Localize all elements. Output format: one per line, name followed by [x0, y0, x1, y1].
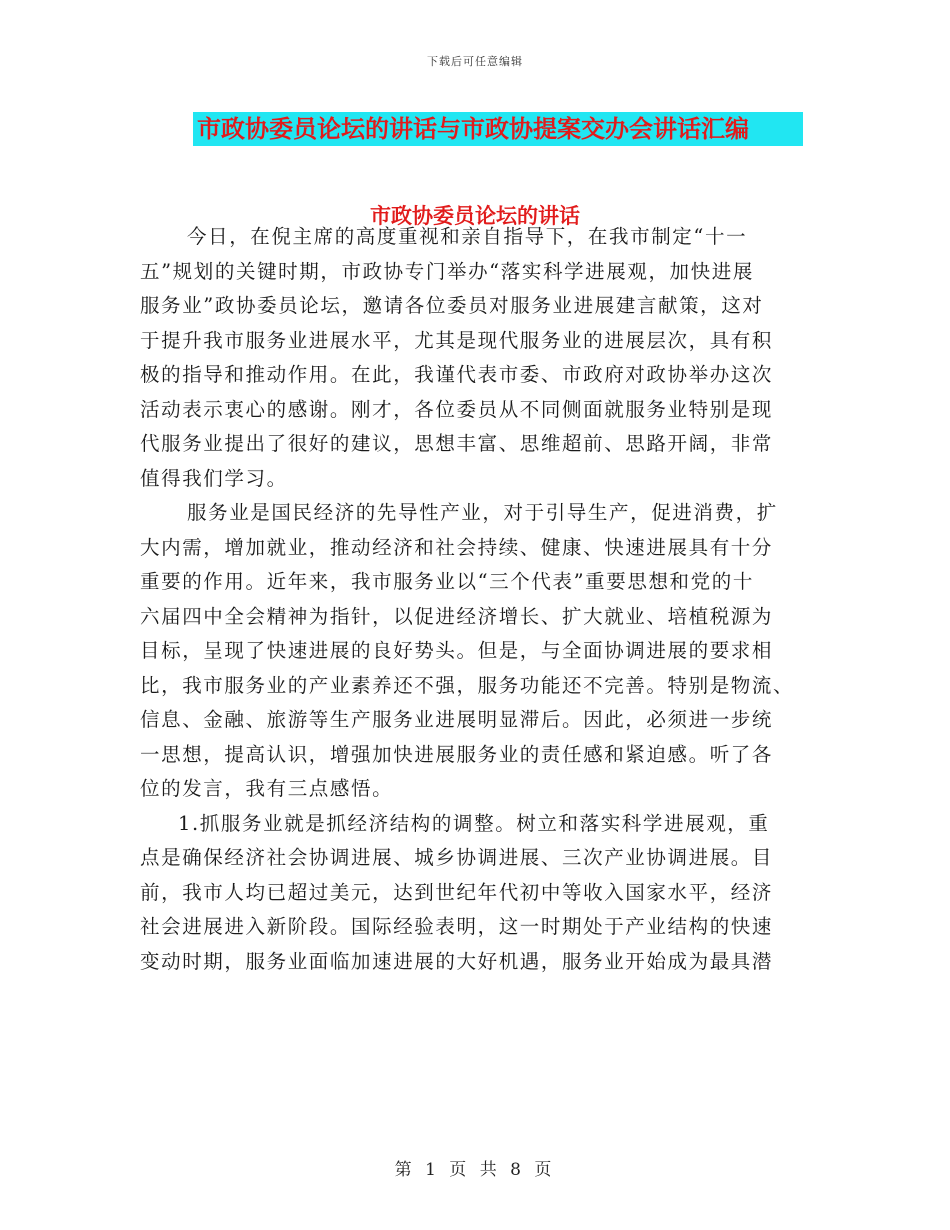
paragraph-line: 值得我们学习。	[140, 466, 288, 490]
paragraph-line: 服务业”政协委员论坛，邀请各位委员对服务业进展建言献策，这对	[140, 294, 764, 317]
paragraph-line: 极的指导和推动作用。在此，我谨代表市委、市政府对政协举办这次	[140, 363, 774, 386]
paragraph-line: 五”规划的关键时期，市政协专门举办“落实科学进展观，加快进展	[140, 259, 754, 283]
doc-title: 市政协委员论坛的讲话与市政协提案交办会讲话汇编	[197, 114, 749, 143]
paragraph-line: 今日，在倪主席的高度重视和亲自指导下，在我市制定“十一	[187, 225, 748, 248]
page-footer	[0, 1155, 950, 1180]
paragraph-line: 1.抓服务业就是抓经济结构的调整。树立和落实科学进展观，重	[178, 811, 770, 835]
paragraph-line: 比，我市服务业的产业素养还不强，服务功能还不完善。特别是物流、	[140, 673, 795, 697]
paragraph-line: 位的发言，我有三点感悟。	[140, 777, 394, 800]
page-label-mid: 页 共	[449, 1160, 501, 1180]
paragraph-line: 点是确保经济社会协调进展、城乡协调进展、三次产业协调进展。目	[140, 846, 774, 869]
paragraph-3	[140, 807, 800, 980]
paragraph-2	[140, 496, 800, 807]
paragraph-line: 社会进展进入新阶段。国际经验表明，这一时期处于产业结构的快速	[140, 915, 774, 938]
paragraph-line: 代服务业提出了很好的建议，思想丰富、思维超前、思路开阔，非常	[140, 432, 774, 455]
paragraph-line: 目标，呈现了快速进展的良好势头。但是，与全面协调进展的要求相	[140, 639, 774, 662]
section-title: 市政协委员论坛的讲话	[370, 203, 580, 228]
page-label-suffix: 页	[534, 1160, 556, 1180]
paragraph-line: 前，我市人均已超过美元，达到世纪年代初中等收入国家水平，经济	[140, 880, 774, 904]
paragraph-line: 重要的作用。近年来，我市服务业以“三个代表”重要思想和党的十	[140, 570, 754, 593]
paragraph-line: 于提升我市服务业进展水平，尤其是现代服务业的进展层次，具有积	[140, 328, 774, 352]
paragraph-line: 活动表示衷心的感谢。刚才，各位委员从不同侧面就服务业特别是现	[140, 397, 774, 421]
page-number: 1	[425, 1160, 440, 1180]
paragraph-line: 六届四中全会精神为指针，以促进经济增长、扩大就业、培植税源为	[140, 604, 774, 628]
page-label-prefix: 第	[394, 1160, 416, 1180]
paragraph-line: 服务业是国民经济的先导性产业，对于引导生产，促进消费，扩	[187, 501, 778, 524]
header-note: 下载后可任意编辑	[427, 55, 523, 68]
paragraph-line: 大内需，增加就业，推动经济和社会持续、健康、快速进展具有十分	[140, 535, 774, 559]
total-pages: 8	[510, 1160, 525, 1180]
paragraph-1	[140, 220, 800, 496]
doc-title-highlight	[193, 112, 803, 146]
paragraph-line: 信息、金融、旅游等生产服务业进展明显滞后。因此，必须进一步统	[140, 708, 774, 731]
paragraph-line: 变动时期，服务业面临加速进展的大好机遇，服务业开始成为最具潜	[140, 949, 774, 973]
document-body	[140, 220, 800, 979]
paragraph-line: 一思想，提高认识，增强加快进展服务业的责任感和紧迫感。听了各	[140, 742, 774, 766]
